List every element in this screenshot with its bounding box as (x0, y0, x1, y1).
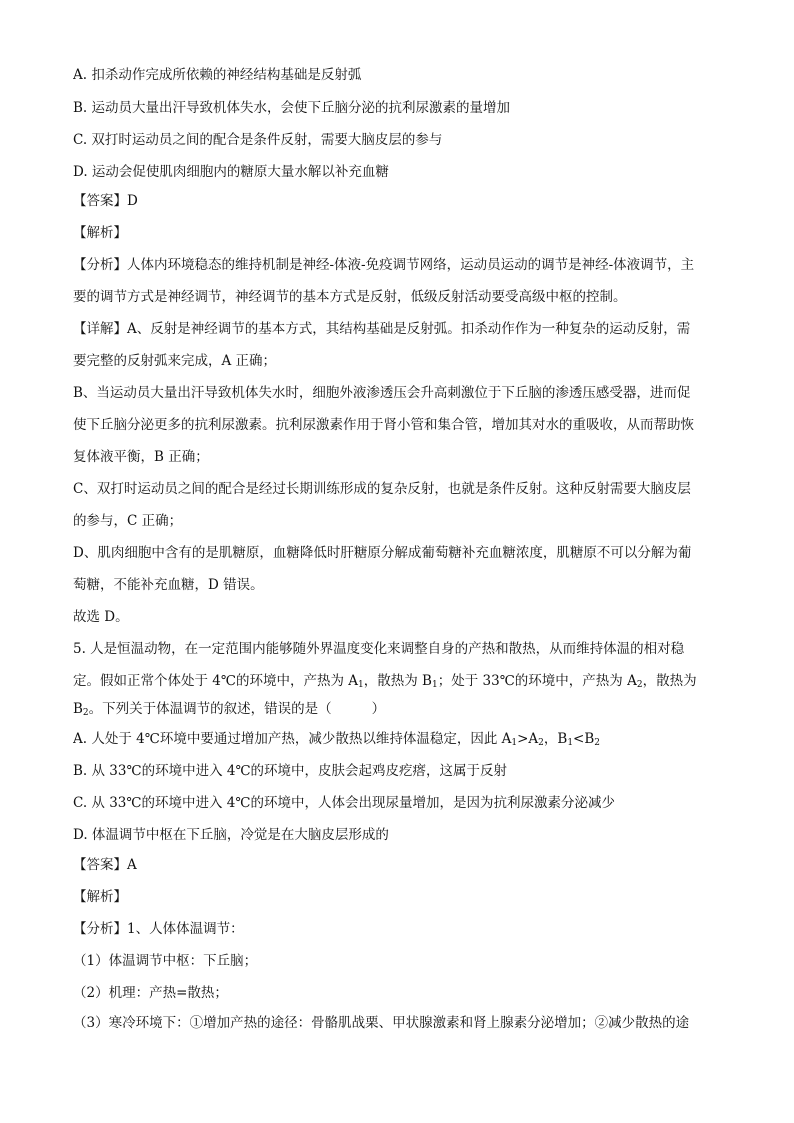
q4-answer-value: D (127, 193, 138, 209)
subscript-2: 2 (538, 738, 544, 748)
q5-option-a-part-c: ，B (543, 731, 568, 747)
q5-stem-line2-part-c: ；处于 33℃的环境中，产热为 A (437, 673, 637, 689)
q5-answer-value: A (127, 857, 137, 873)
q4-xiangjie-b-line1: B、当运动员大量出汗导致机体失水时，细胞外液渗透压会升高刺激位于下丘脑的渗透压感受器，进而促 (73, 385, 691, 401)
q5-stem-line3 (73, 700, 721, 718)
q4-answer (73, 192, 721, 210)
q5-option-d: D. 体温调节中枢在下丘脑，冷觉是在大脑皮层形成的 (73, 827, 389, 843)
subscript-1: 1 (567, 738, 574, 748)
q4-xiangjie-b-line3: 复体液平衡，B 正确； (73, 449, 209, 465)
q4-xiangjie-a-text1: A、反射是神经调节的基本方式，其结构基础是反射弧。扣杀动作作为一种复杂的运动反射，需 (127, 321, 691, 337)
q5-stem-line2-part-b: ，散热为 B (363, 673, 432, 689)
q4-option-a: A. 扣杀动作完成所依赖的神经结构基础是反射弧 (73, 67, 362, 83)
q4-xiangjie-c-line2: 的参与，C 正确； (73, 513, 183, 529)
q5-stem-line2-part-a: 定。假如正常个体处于 4℃的环境中，产热为 A (73, 673, 359, 689)
q5-point-1: （1）体温调节中枢：下丘脑； (73, 953, 258, 969)
q4-xiangjie-b-line2: 使下丘脑分泌更多的抗利尿激素。抗利尿激素作用于肾小管和集合管，增加其对水的重吸收，从而帮助恢 (73, 417, 694, 433)
q5-point-2: （2）机理：产热=散热； (73, 985, 228, 1001)
q4-conclusion: 故选 D。 (73, 609, 129, 625)
q5-stem-line3-part-a: B (73, 701, 83, 717)
q4-xiangjie-d-line1: D、肌肉细胞中含有的是肌糖原，血糖降低时肝糖原分解成葡萄糖补充血糖浓度，肌糖原不可以分解为葡 (73, 545, 692, 561)
q4-xiangjie-label: 【详解】 (73, 321, 127, 337)
subscript-1: 1 (431, 680, 438, 690)
subscript-1: 1 (358, 680, 364, 690)
q5-option-a-part-d: <B (573, 731, 595, 747)
q5-stem-line1: 5. 人是恒温动物，在一定范围内能够随外界温度变化来调整自身的产热和散热，从而维持体温的相对稳 (73, 641, 685, 657)
q4-jiexi-label: 【解析】 (73, 225, 127, 241)
q5-fenxi-label: 【分析】 (73, 921, 127, 937)
q5-option-a-part-b: >A (517, 731, 539, 747)
q5-point-3: （3）寒冷环境下：①增加产热的途径：骨骼肌战栗、甲状腺激素和肾上腺素分泌增加；②减少散热的途 (73, 1015, 690, 1031)
subscript-2: 2 (636, 680, 643, 690)
q5-jiexi-label: 【解析】 (73, 889, 127, 905)
subscript-2: 2 (82, 708, 89, 718)
subscript-2: 2 (594, 738, 601, 748)
q5-stem-line3-part-b: 。下列关于体温调节的叙述，错误的是（ (88, 701, 332, 717)
q4-fenxi-line2: 要的调节方式是神经调节，神经调节的基本方式是反射，低级反射活动要受高级中枢的控制。 (73, 289, 627, 305)
q4-fenxi-label: 【分析】 (73, 257, 127, 273)
q5-option-b: B. 从 33℃的环境中进入 4℃的环境中，皮肤会起鸡皮疙瘩，这属于反射 (73, 763, 508, 779)
q5-stem-line3-part-c: ） (371, 701, 386, 717)
q4-xiangjie-d-line2: 萄糖，不能补充血糖，D 错误。 (73, 577, 264, 593)
q5-answer-label: 【答案】 (73, 857, 127, 873)
subscript-1: 1 (511, 738, 518, 748)
q4-option-b: B. 运动员大量出汗导致机体失水，会使下丘脑分泌的抗利尿激素的量增加 (73, 100, 511, 116)
q5-stem-line2-part-d: ，散热为 (642, 673, 697, 689)
q4-option-d: D. 运动会促使肌肉细胞内的糖原大量水解以补充血糖 (73, 164, 389, 180)
q4-xiangjie-a-line1 (73, 320, 721, 338)
q4-option-c: C. 双打时运动员之间的配合是条件反射，需要大脑皮层的参与 (73, 132, 443, 148)
q4-fenxi-line1 (73, 256, 721, 274)
q4-xiangjie-a-line2: 要完整的反射弧来完成，A 正确； (73, 353, 277, 369)
q4-answer-label: 【答案】 (73, 193, 127, 209)
q5-option-c: C. 从 33℃的环境中进入 4℃的环境中，人体会出现尿量增加，是因为抗利尿激素分泌减少 (73, 795, 615, 811)
q5-fenxi-line1 (73, 920, 721, 938)
q5-stem-line2 (73, 672, 721, 690)
q5-option-a (73, 730, 721, 748)
q5-fenxi-text1: 1、人体体温调节： (127, 921, 244, 937)
q4-fenxi-text1: 人体内环境稳态的维持机制是神经-体液-免疫调节网络，运动员运动的调节是神经-体液调节，主 (127, 257, 695, 273)
q5-answer (73, 856, 721, 874)
q4-xiangjie-c-line1: C、双打时运动员之间的配合是经过长期训练形成的复杂反射，也就是条件反射。这种反射需要大脑皮层 (73, 481, 691, 497)
q5-option-a-part-a: A. 人处于 4℃环境中要通过增加产热，减少散热以维持体温稳定，因此 A (73, 731, 512, 747)
